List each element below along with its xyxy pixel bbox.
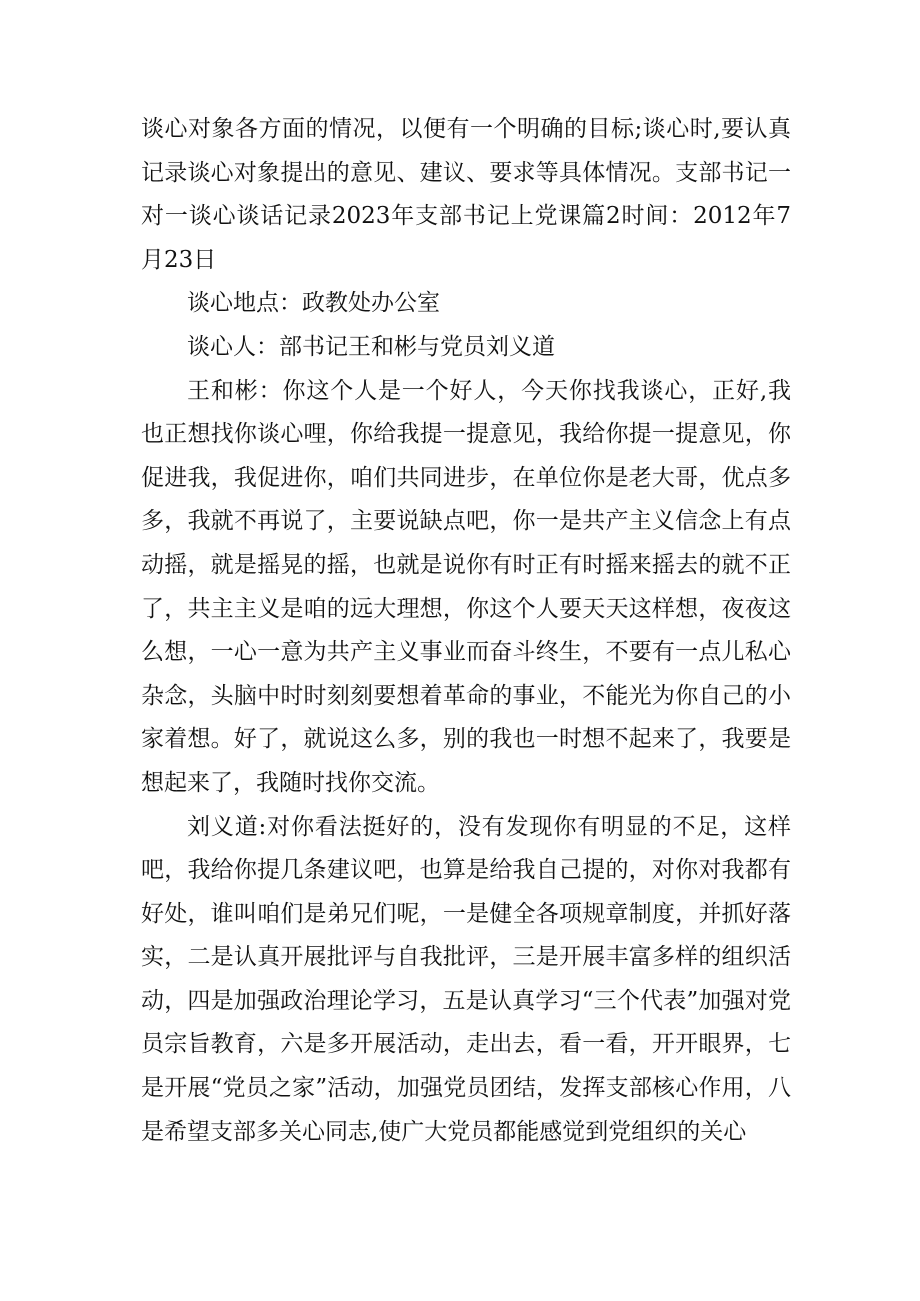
paragraph-wang-hebin: 王和彬：你这个人是一个好人，今天你找我谈心，正好,我也正想找你谈心哩，你给我提一提意见，我给你提一提意见，你促进我，我促进你，咱们共同进步，在单位你是老大哥，优点多多，我就不再说了，主要说缺点吧，你一是共产主义信念上有点动摇，就是摇晃的摇，也就是说你有时正有时摇来摇去的就不正了，共主主义是咱的远大理想，你这个人要天天这样想，夜夜这么想，一心一意为共产主义事业而奋斗终生，不要有一点儿私心杂念，头脑中时时刻刻要想着革命的事业，不能光为你自己的小家着想。好了，就说这么多，别的我也一时想不起来了，我要是想起来了，我随时找你交流。: [141, 377, 791, 796]
document-body: [141, 108, 791, 1154]
paragraph-participants: 谈心人：部书记王和彬与党员刘义道: [187, 333, 555, 360]
paragraph-intro: 谈心对象各方面的情况，以便有一个明确的目标;谈心时,要认真记录谈心对象提出的意见、建议、要求等具体情况。支部书记一对一谈心谈话记录2023年支部书记上党课篇2时间：2012年7月23日: [141, 116, 791, 273]
paragraph-liu-yidao: 刘义道:对你看法挺好的，没有发现你有明显的不足，这样吧，我给你提几条建议吧，也算是给我自己提的，对你对我都有好处，谁叫咱们是弟兄们呢，一是健全各项规章制度，并抓好落实，二是认真开展批评与自我批评，三是开展丰富多样的组织活动，四是加强政治理论学习，五是认真学习“三个代表”加强对党员宗旨教育，六是多开展活动，走出去，看一看，开开眼界，七是开展“党员之家”活动，加强党员团结，发挥支部核心作用，八是希望支部多关心同志,使广大党员都能感觉到党组织的关心: [141, 813, 791, 1145]
paragraph-location: 谈心地点：政教处办公室: [187, 290, 440, 317]
